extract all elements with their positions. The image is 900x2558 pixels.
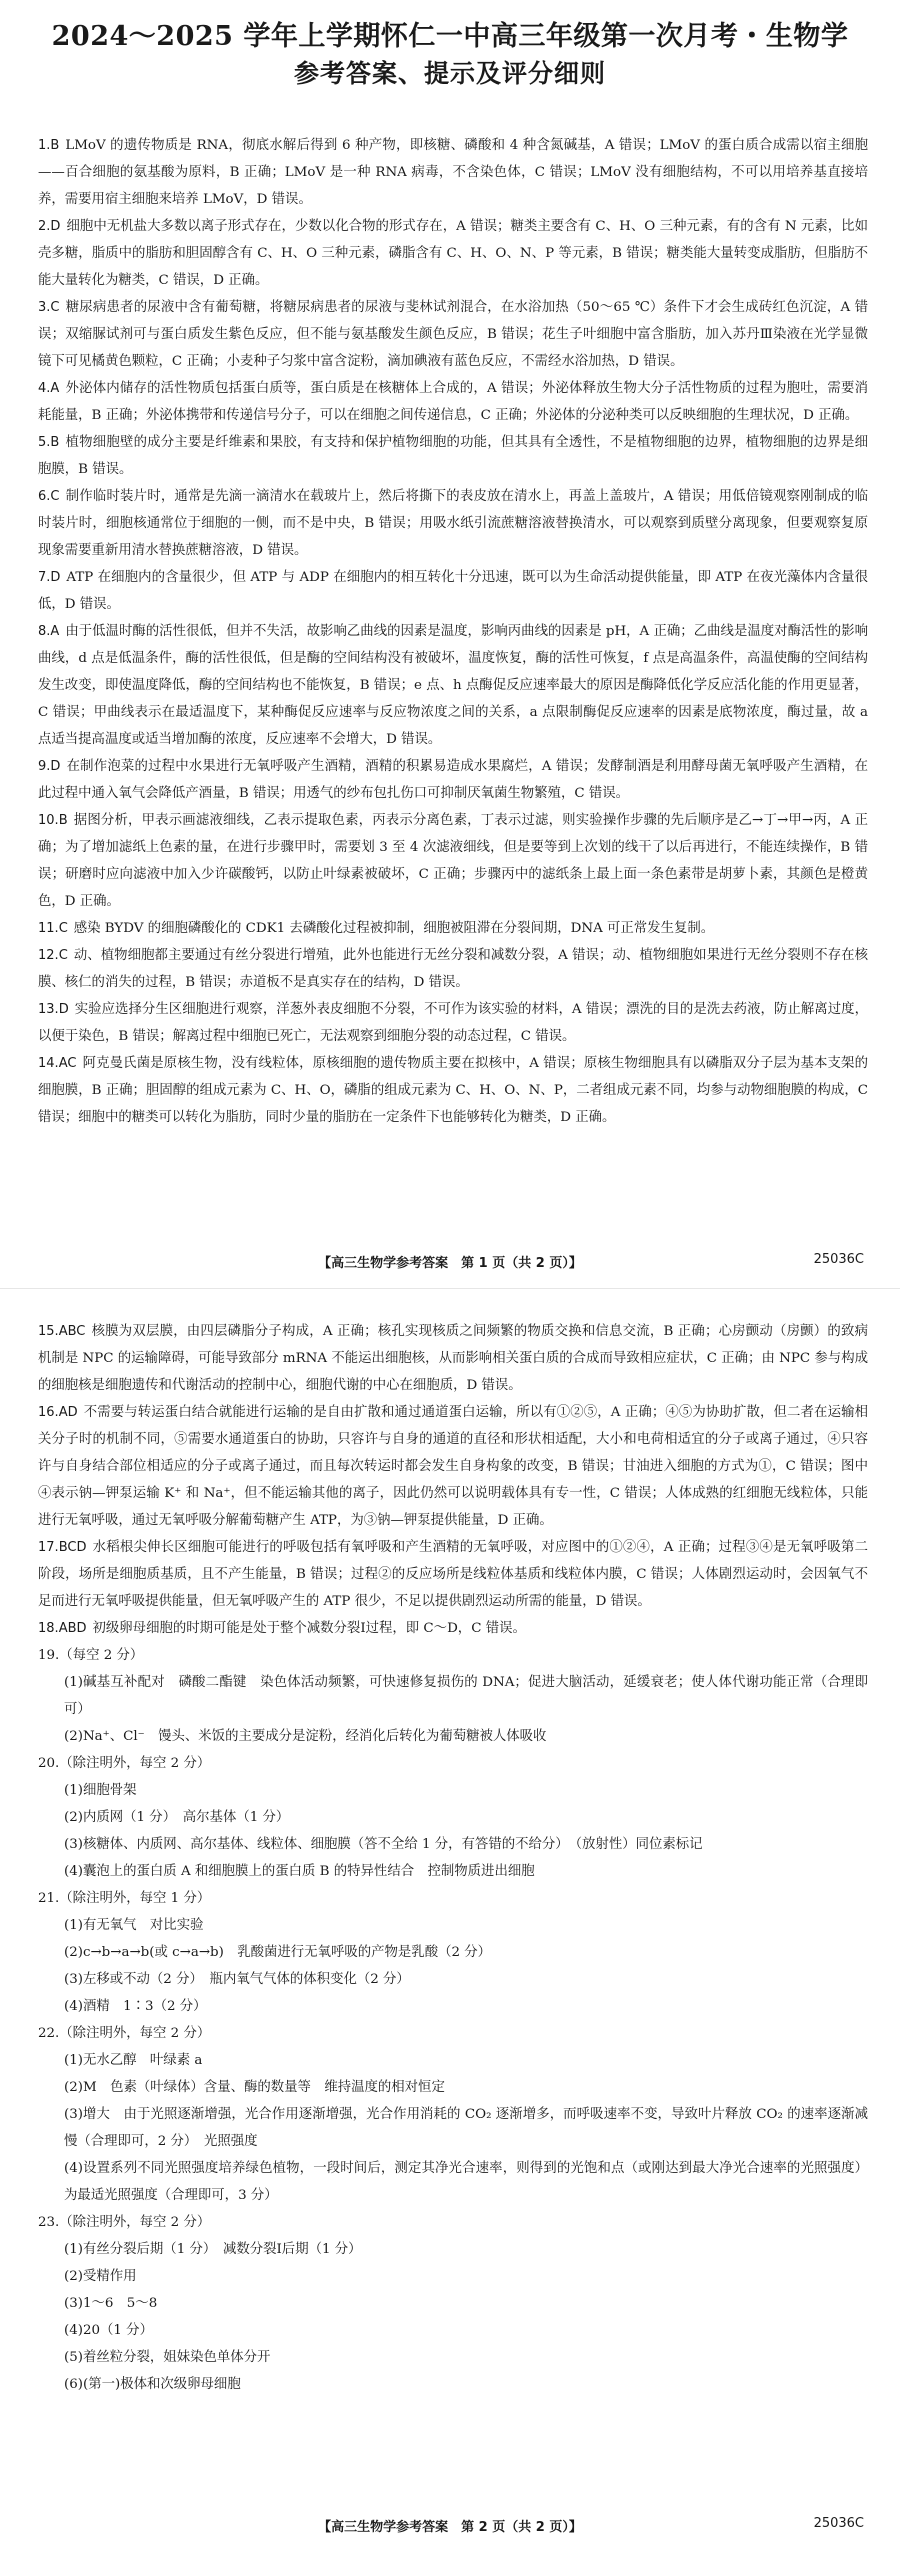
sub-answer: (3)增大 由于光照逐渐增强，光合作用逐渐增强，光合作用消耗的 CO₂ 逐渐增多，而呼吸速率不变，导致叶片释放 CO₂ 的速率逐渐减慢（合理即可，2 分） 光照强度 xyxy=(64,2107,868,2149)
question-number: 16. xyxy=(38,1405,59,1420)
answer-item xyxy=(38,564,868,618)
sub-answer: (1)有丝分裂后期（1 分） 减数分裂Ⅰ后期（1 分） xyxy=(64,2242,362,2257)
answer-item xyxy=(38,213,868,294)
answer-choice: D xyxy=(50,219,61,234)
document-title: 2024～2025 学年上学期怀仁一中高三年级第一次月考・生物学 xyxy=(51,21,849,52)
answer-item xyxy=(38,1615,868,1642)
answer-item xyxy=(38,1050,873,1131)
answer-explanation: 初级卵母细胞的时期可能是处于整个减数分裂Ⅰ过程，即 C～D，C 错误。 xyxy=(92,1621,526,1636)
sub-answer: (2)内质网（1 分） 高尔基体（1 分） xyxy=(64,1810,290,1825)
sub-answer: (2)受精作用 xyxy=(64,2269,137,2284)
sub-answer: (6)(第一)极体和次级卵母细胞 xyxy=(64,2377,241,2392)
answer-page-2 xyxy=(0,1290,900,2558)
answer-item xyxy=(38,942,868,996)
answer-choice: AD xyxy=(58,1405,78,1420)
question-number: 13. xyxy=(38,1002,59,1017)
answer-item xyxy=(38,1399,868,1534)
answer-choice: AC xyxy=(58,1056,77,1071)
page-footer-2 xyxy=(0,2516,900,2536)
answer-choice: BCD xyxy=(58,1540,87,1555)
answer-explanation: 不需要与转运蛋白结合就能进行运输的是自由扩散和通过通道蛋白运输，所以有①②⑤，A 正确；④⑤为协助扩散，但二者在运输相关分子时的机制不同，⑤需要水通道蛋白的协助，只容许与自身的通道的直径和形状相适配，大小和电荷相适宜的分子或离子通过，④只容许与自身结合部位相适应的分子或离子通过，而且每次转运时都会发生自身构象的改变，B 错误；甘油进入细胞的方式为①，C 错误；图中④表示钠—钾泵运输 K⁺ 和 Na⁺，但不能运输其他的离子，因此仍然可以说明载体具有专一性，C 错误；人体成熟的红细胞无线粒体，只能进行无氧呼吸，通过无氧呼吸分解葡萄糖产生 ATP，为③钠—钾泵提供能量，D 正确。 xyxy=(38,1405,868,1528)
answer-item xyxy=(38,1318,868,1399)
question-number: 5. xyxy=(38,435,51,450)
answer-choice: B xyxy=(50,138,60,153)
sub-answer: (2)Na⁺、Cl⁻ 馒头、米饭的主要成分是淀粉，经消化后转化为葡萄糖被人体吸收 xyxy=(64,1729,547,1744)
footer-code: 25036C xyxy=(813,2516,864,2531)
sub-answer: (1)有无氧气 对比实验 xyxy=(64,1918,204,1933)
answer-item xyxy=(38,807,868,915)
answer-item xyxy=(38,483,868,564)
answer-choice: C xyxy=(50,300,60,315)
answer-choice: C xyxy=(50,489,60,504)
answer-choice: A xyxy=(50,624,60,639)
question-heading: 19.（每空 2 分） xyxy=(38,1648,144,1663)
answer-item xyxy=(38,996,868,1050)
answer-explanation: 制作临时装片时，通常是先滴一滴清水在载玻片上，然后将撕下的表皮放在清水上，再盖上盖玻片，A 错误；用低倍镜观察刚制成的临时装片时，细胞核通常位于细胞的一侧，而不是中央，B 错误；用吸水纸引流蔗糖溶液替换清水，可以观察到质壁分离现象，但要观察复原现象需要重新用清水替换蔗糖溶液，D 错误。 xyxy=(38,489,868,558)
sub-answer: (4)设置系列不同光照强度培养绿色植物，一段时间后，测定其净光合速率，则得到的光饱和点（或刚达到最大净光合速率的光照强度）为最适光照强度（合理即可，3 分） xyxy=(64,2161,868,2203)
question-number: 6. xyxy=(38,489,51,504)
question-number: 18. xyxy=(38,1621,59,1636)
answer-explanation: 感染 BYDV 的细胞磷酸化的 CDK1 去磷酸化过程被抑制，细胞被阻滞在分裂间期，DNA 可正常发生复制。 xyxy=(73,921,715,936)
footer-page-label: 【高三生物学参考答案 第 2 页（共 2 页）】 xyxy=(318,2520,582,2535)
sub-answer: (4)酒精 1∶3（2 分） xyxy=(64,1999,207,2014)
answer-choice: ABC xyxy=(58,1324,86,1339)
footer-code: 25036C xyxy=(813,1252,864,1267)
question-heading: 23.（除注明外，每空 2 分） xyxy=(38,2215,211,2230)
answer-explanation: LMoV 的遗传物质是 RNA，彻底水解后得到 6 种产物，即核糖、磷酸和 4 种含氮碱基，A 错误；LMoV 的蛋白质合成需以宿主细胞——百合细胞的氨基酸为原料，B 正确；LMoV 是一种 RNA 病毒，不含染色体，C 错误；LMoV 没有细胞结构，不可以用培养基直接培养，需要用宿主细胞来培养 LMoV，D 错误。 xyxy=(38,138,868,207)
page-footer-1 xyxy=(0,1252,900,1272)
answer-explanation: 实验应选择分生区细胞进行观察，洋葱外表皮细胞不分裂，不可作为该实验的材料，A 错误；漂洗的目的是洗去药液，防止解离过度，以便于染色，B 错误；解离过程中细胞已死亡，无法观察到细胞分裂的动态过程，C 错误。 xyxy=(38,1002,868,1044)
question-number: 8. xyxy=(38,624,51,639)
answer-explanation: 外泌体内储存的活性物质包括蛋白质等，蛋白质是在核糖体上合成的，A 错误；外泌体释放生物大分子活性物质的过程为胞吐，需要消耗能量，B 正确；外泌体携带和传递信号分子，可以在细胞之间传递信息，C 正确；外泌体的分泌种类可以反映细胞的生理状况，D 正确。 xyxy=(38,381,868,423)
answers-section-2 xyxy=(38,1318,868,2398)
question-number: 3. xyxy=(38,300,51,315)
answer-choice: D xyxy=(50,759,61,774)
answers-section-1 xyxy=(38,132,873,1131)
answer-explanation: 植物细胞壁的成分主要是纤维素和果胶，有支持和保护植物细胞的功能，但其具有全透性，不是植物细胞的边界，植物细胞的边界是细胞膜，B 错误。 xyxy=(38,435,868,477)
question-number: 4. xyxy=(38,381,51,396)
page-divider xyxy=(0,1288,900,1289)
answer-choice: ABD xyxy=(58,1621,87,1636)
sub-answer: (2)c→b→a→b(或 c→a→b) 乳酸菌进行无氧呼吸的产物是乳酸（2 分） xyxy=(64,1945,492,1960)
question-heading: 21.（除注明外，每空 1 分） xyxy=(38,1891,211,1906)
answer-explanation: 细胞中无机盐大多数以离子形式存在，少数以化合物的形式存在，A 错误；糖类主要含有 C、H、O 三种元素，有的含有 N 元素，比如壳多糖，脂质中的脂肪和胆固醇含有 C、H、O 三种元素，磷脂含有 C、H、O、N、P 等元素，B 错误；糖类能大量转变成脂肪，但脂肪不能大量转化为糖类，C 错误，D 正确。 xyxy=(38,219,868,288)
footer-page-label: 【高三生物学参考答案 第 1 页（共 2 页）】 xyxy=(318,1256,582,1271)
answer-item xyxy=(38,618,873,753)
answer-item xyxy=(38,132,868,213)
answer-explanation: 在制作泡菜的过程中水果进行无氧呼吸产生酒精，酒精的积累易造成水果腐烂，A 错误；发酵制酒是利用酵母菌无氧呼吸产生酒精，在此过程中通入氧气会降低产酒量，B 错误；用透气的纱布包扎伤口可抑制厌氧菌生物繁殖，C 错误。 xyxy=(38,759,868,801)
sub-answer: (3)左移或不动（2 分） 瓶内氧气气体的体积变化（2 分） xyxy=(64,1972,410,1987)
sub-answer: (3)1～6 5～8 xyxy=(64,2296,158,2311)
answer-explanation: 阿克曼氏菌是原核生物，没有线粒体，原核细胞的遗传物质主要在拟核中，A 错误；原核生物细胞具有以磷脂双分子层为基本支架的细胞膜，B 正确；胆固醇的组成元素为 C、H、O，磷脂的组成元素为 C、H、O、N、P，二者组成元素不同，均参与动物细胞膜的构成，C 错误；细胞中的糖类可以转化为脂肪，同时少量的脂肪在一定条件下也能够转化为糖类，D 正确。 xyxy=(38,1056,873,1125)
multiple-choice-answers xyxy=(38,1318,868,1642)
answer-explanation: ATP 在细胞内的含量很少，但 ATP 与 ADP 在细胞内的相互转化十分迅速，既可以为生命活动提供能量，即 ATP 在夜光藻体内含量很低，D 错误。 xyxy=(38,570,868,612)
question-number: 17. xyxy=(38,1540,59,1555)
answer-choice: A xyxy=(50,381,60,396)
sub-answer: (4)20（1 分） xyxy=(64,2323,153,2338)
question-number: 10. xyxy=(38,813,59,828)
question-heading: 20.（除注明外，每空 2 分） xyxy=(38,1756,211,1771)
sub-answer: (2)M 色素（叶绿体）含量、酶的数量等 维持温度的相对恒定 xyxy=(64,2080,445,2095)
question-heading: 22.（除注明外，每空 2 分） xyxy=(38,2026,211,2041)
answer-choice: C xyxy=(58,921,68,936)
answer-item xyxy=(38,294,868,375)
answer-item xyxy=(38,429,868,483)
answer-explanation: 由于低温时酶的活性很低，但并不失活，故影响乙曲线的因素是温度，影响丙曲线的因素是 pH，A 正确；乙曲线是温度对酶活性的影响曲线，d 点是低温条件，酶的活性很低，但是酶的空间结构没有被破坏，温度恢复，酶的活性可恢复，f 点是高温条件，高温使酶的空间结构发生改变，即使温度降低，酶的空间结构也不能恢复，B 错误；e 点、h 点酶促反应速率最大的原因是酶降低化学反应活化能的作用更显著，C 错误；甲曲线表示在最适温度下，某种酶促反应速率与反应物浓度之间的关系，a 点限制酶促反应速率的因素是底物浓度，酶过量，故 a 点适当提高温度或适当增加酶的浓度，反应速率不会增大，D 错误。 xyxy=(38,624,873,747)
answer-choice: D xyxy=(58,1002,69,1017)
answer-explanation: 水稻根尖伸长区细胞可能进行的呼吸包括有氧呼吸和产生酒精的无氧呼吸，对应图中的①②④，A 正确；过程③④是无氧呼吸第二阶段，场所是细胞质基质，且不产生能量，B 错误；过程②的反应场所是线粒体基质和线粒体内膜，C 错误；人体剧烈运动时，会因氧气不足而进行无氧呼吸提供能量，但无氧呼吸产生的 ATP 很少，不足以提供剧烈运动所需的能量，D 错误。 xyxy=(38,1540,868,1609)
answer-item xyxy=(38,1534,868,1615)
sub-answer: (5)着丝粒分裂，姐妹染色单体分开 xyxy=(64,2350,271,2365)
sub-answer: (3)核糖体、内质网、高尔基体、线粒体、细胞膜（答不全给 1 分，有答错的不给分） （放射性）同位素标记 xyxy=(64,1837,703,1852)
question-number: 1. xyxy=(38,138,51,153)
answer-explanation: 动、植物细胞都主要通过有丝分裂进行增殖，此外也能进行无丝分裂和减数分裂，A 错误；动、植物细胞如果进行无丝分裂则不存在核膜、核仁的消失的过程，B 错误；赤道板不是真实存在的结构，D 错误。 xyxy=(38,948,868,990)
answer-item xyxy=(38,375,868,429)
answer-choice: B xyxy=(58,813,68,828)
question-number: 12. xyxy=(38,948,59,963)
answer-explanation: 核膜为双层膜，由四层磷脂分子构成，A 正确；核孔实现核质之间频繁的物质交换和信息交流，B 正确；心房颤动（房颤）的致病机制是 NPC 的运输障碍，可能导致部分 mRNA 不能运出细胞核，从而影响相关蛋白质的合成而导致相应症状，C 正确；由 NPC 参与构成的细胞核是细胞遗传和代谢活动的控制中心，细胞代谢的中心在细胞质，D 错误。 xyxy=(38,1324,868,1393)
question-number: 2. xyxy=(38,219,51,234)
answer-choice: C xyxy=(58,948,68,963)
question-number: 7. xyxy=(38,570,51,585)
answer-choice: D xyxy=(50,570,61,585)
sub-answer: (1)碱基互补配对 磷酸二酯键 染色体活动频繁，可快速修复损伤的 DNA；促进大脑活动，延缓衰老；使人体代谢功能正常（合理即可） xyxy=(64,1675,868,1717)
answer-explanation: 据图分析，甲表示画滤液细线，乙表示提取色素，丙表示分离色素，丁表示过滤，则实验操作步骤的先后顺序是乙→丁→甲→丙，A 正确；为了增加滤纸上色素的量，在进行步骤甲时，需要划 3 至 4 次滤液细线，但是要等到上次划的线干了以后再进行，不能连续操作，B 错误；研磨时应向滤液中加入少许碳酸钙，以防止叶绿素被破坏，C 正确；步骤丙中的滤纸条上最上面一条色素带是胡萝卜素，其颜色是橙黄色，D 正确。 xyxy=(38,813,868,909)
question-number: 9. xyxy=(38,759,51,774)
sub-answer: (1)细胞骨架 xyxy=(64,1783,137,1798)
question-number: 14. xyxy=(38,1056,59,1071)
question-number: 11. xyxy=(38,921,59,936)
document-subtitle: 参考答案、提示及评分细则 xyxy=(293,59,606,88)
question-number: 15. xyxy=(38,1324,59,1339)
answer-item xyxy=(38,915,868,942)
answer-item xyxy=(38,753,868,807)
answer-choice: B xyxy=(50,435,60,450)
sub-answer: (1)无水乙醇 叶绿素 a xyxy=(64,2053,203,2068)
answer-explanation: 糖尿病患者的尿液中含有葡萄糖，将糖尿病患者的尿液与斐林试剂混合，在水浴加热（50～65 ℃）条件下才会生成砖红色沉淀，A 错误；双缩脲试剂可与蛋白质发生紫色反应，但不能与氨基酸发生颜色反应，B 错误；花生子叶细胞中富含脂肪，加入苏丹Ⅲ染液在光学显微镜下可见橘黄色颗粒，C 正确；小麦种子匀浆中富含淀粉，滴加碘液有蓝色反应，不需经水浴加热，D 错误。 xyxy=(38,300,868,369)
sub-answer: (4)囊泡上的蛋白质 A 和细胞膜上的蛋白质 B 的特异性结合 控制物质进出细胞 xyxy=(64,1864,535,1879)
short-answer-section xyxy=(38,1642,868,2398)
